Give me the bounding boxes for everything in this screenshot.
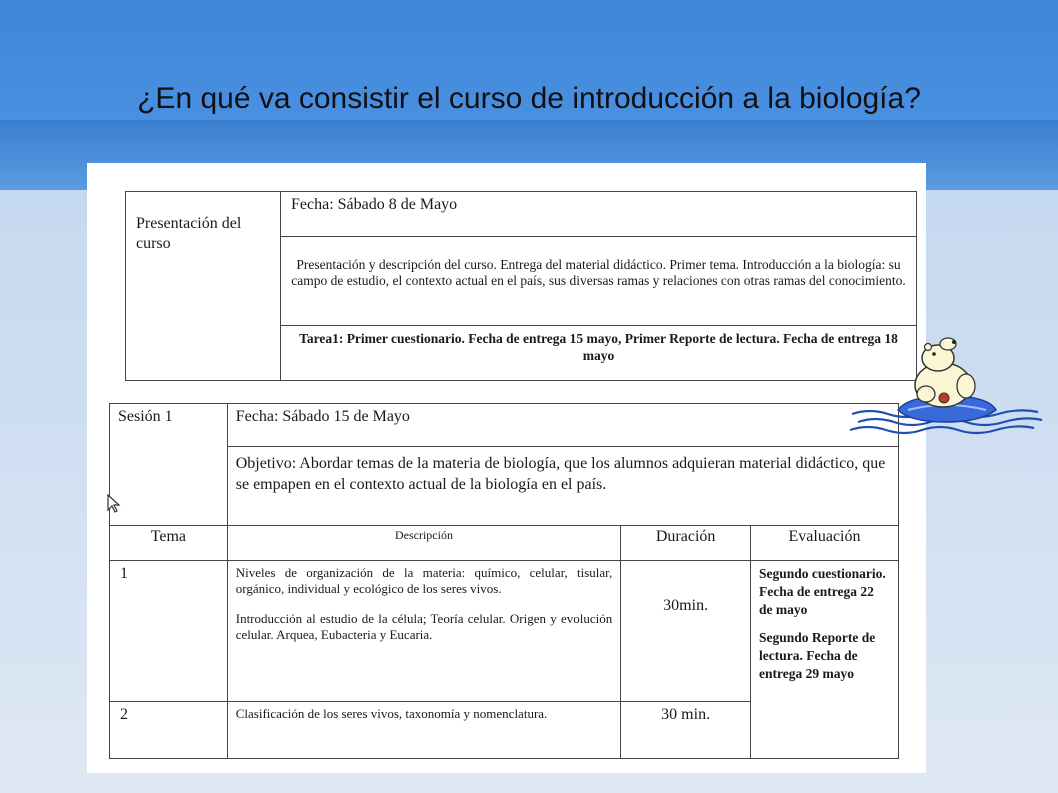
evaluation-cell	[751, 561, 899, 759]
evaluation-item: Segundo cuestionario. Fecha de entrega 22 de mayo	[759, 566, 886, 617]
header-duration: Duración	[621, 526, 751, 561]
polar-bear-clipart	[848, 330, 1048, 440]
header-evaluation: Evaluación	[751, 526, 899, 561]
document-image-panel	[87, 163, 926, 773]
row-number: 2	[110, 702, 228, 759]
presentation-description: Presentación y descripción del curso. Entrega del material didáctico. Primer tema. Introducción a la biología: su campo de estudio, el contexto actual en el país, sus diversas ramas y relaciones con otras ramas del conocimiento.	[281, 237, 917, 326]
mouse-pointer-icon	[106, 494, 124, 514]
row-description	[227, 561, 620, 702]
header-topic: Tema	[110, 526, 228, 561]
row-number: 1	[110, 561, 228, 702]
presentation-label: Presentación del curso	[126, 192, 281, 381]
row-duration: 30 min.	[621, 702, 751, 759]
session-table	[109, 403, 899, 759]
presentation-task: Tarea1: Primer cuestionario. Fecha de entrega 15 mayo, Primer Reporte de lectura. Fecha de entrega 18 mayo	[281, 326, 917, 381]
session-date: Fecha: Sábado 15 de Mayo	[227, 404, 898, 447]
evaluation-item: Segundo Reporte de lectura. Fecha de entrega 29 mayo	[759, 630, 876, 681]
row-duration: 30min.	[621, 561, 751, 702]
description-paragraph: Introducción al estudio de la célula; Teoría celular. Origen y evolución celular. Arquea, Eubacteria y Eucaria.	[235, 611, 613, 642]
session-label: Sesión 1	[110, 404, 228, 526]
description-paragraph: Niveles de organización de la materia: químico, celular, tisular, orgánico, individual y ecológico de los seres vivos.	[235, 565, 613, 596]
header-description: Descripción	[227, 526, 620, 561]
table-row	[110, 561, 899, 702]
session-objective: Objetivo: Abordar temas de la materia de biología, que los alumnos adquieran material didáctico, que se empapen en el contexto actual de la biología en el país.	[227, 447, 898, 526]
row-description: Clasificación de los seres vivos, taxonomía y nomenclatura.	[227, 702, 620, 759]
course-presentation-table	[125, 191, 917, 381]
slide-title: ¿En qué va consistir el curso de introducción a la biología?	[137, 82, 921, 115]
presentation-date: Fecha: Sábado 8 de Mayo	[281, 192, 917, 237]
